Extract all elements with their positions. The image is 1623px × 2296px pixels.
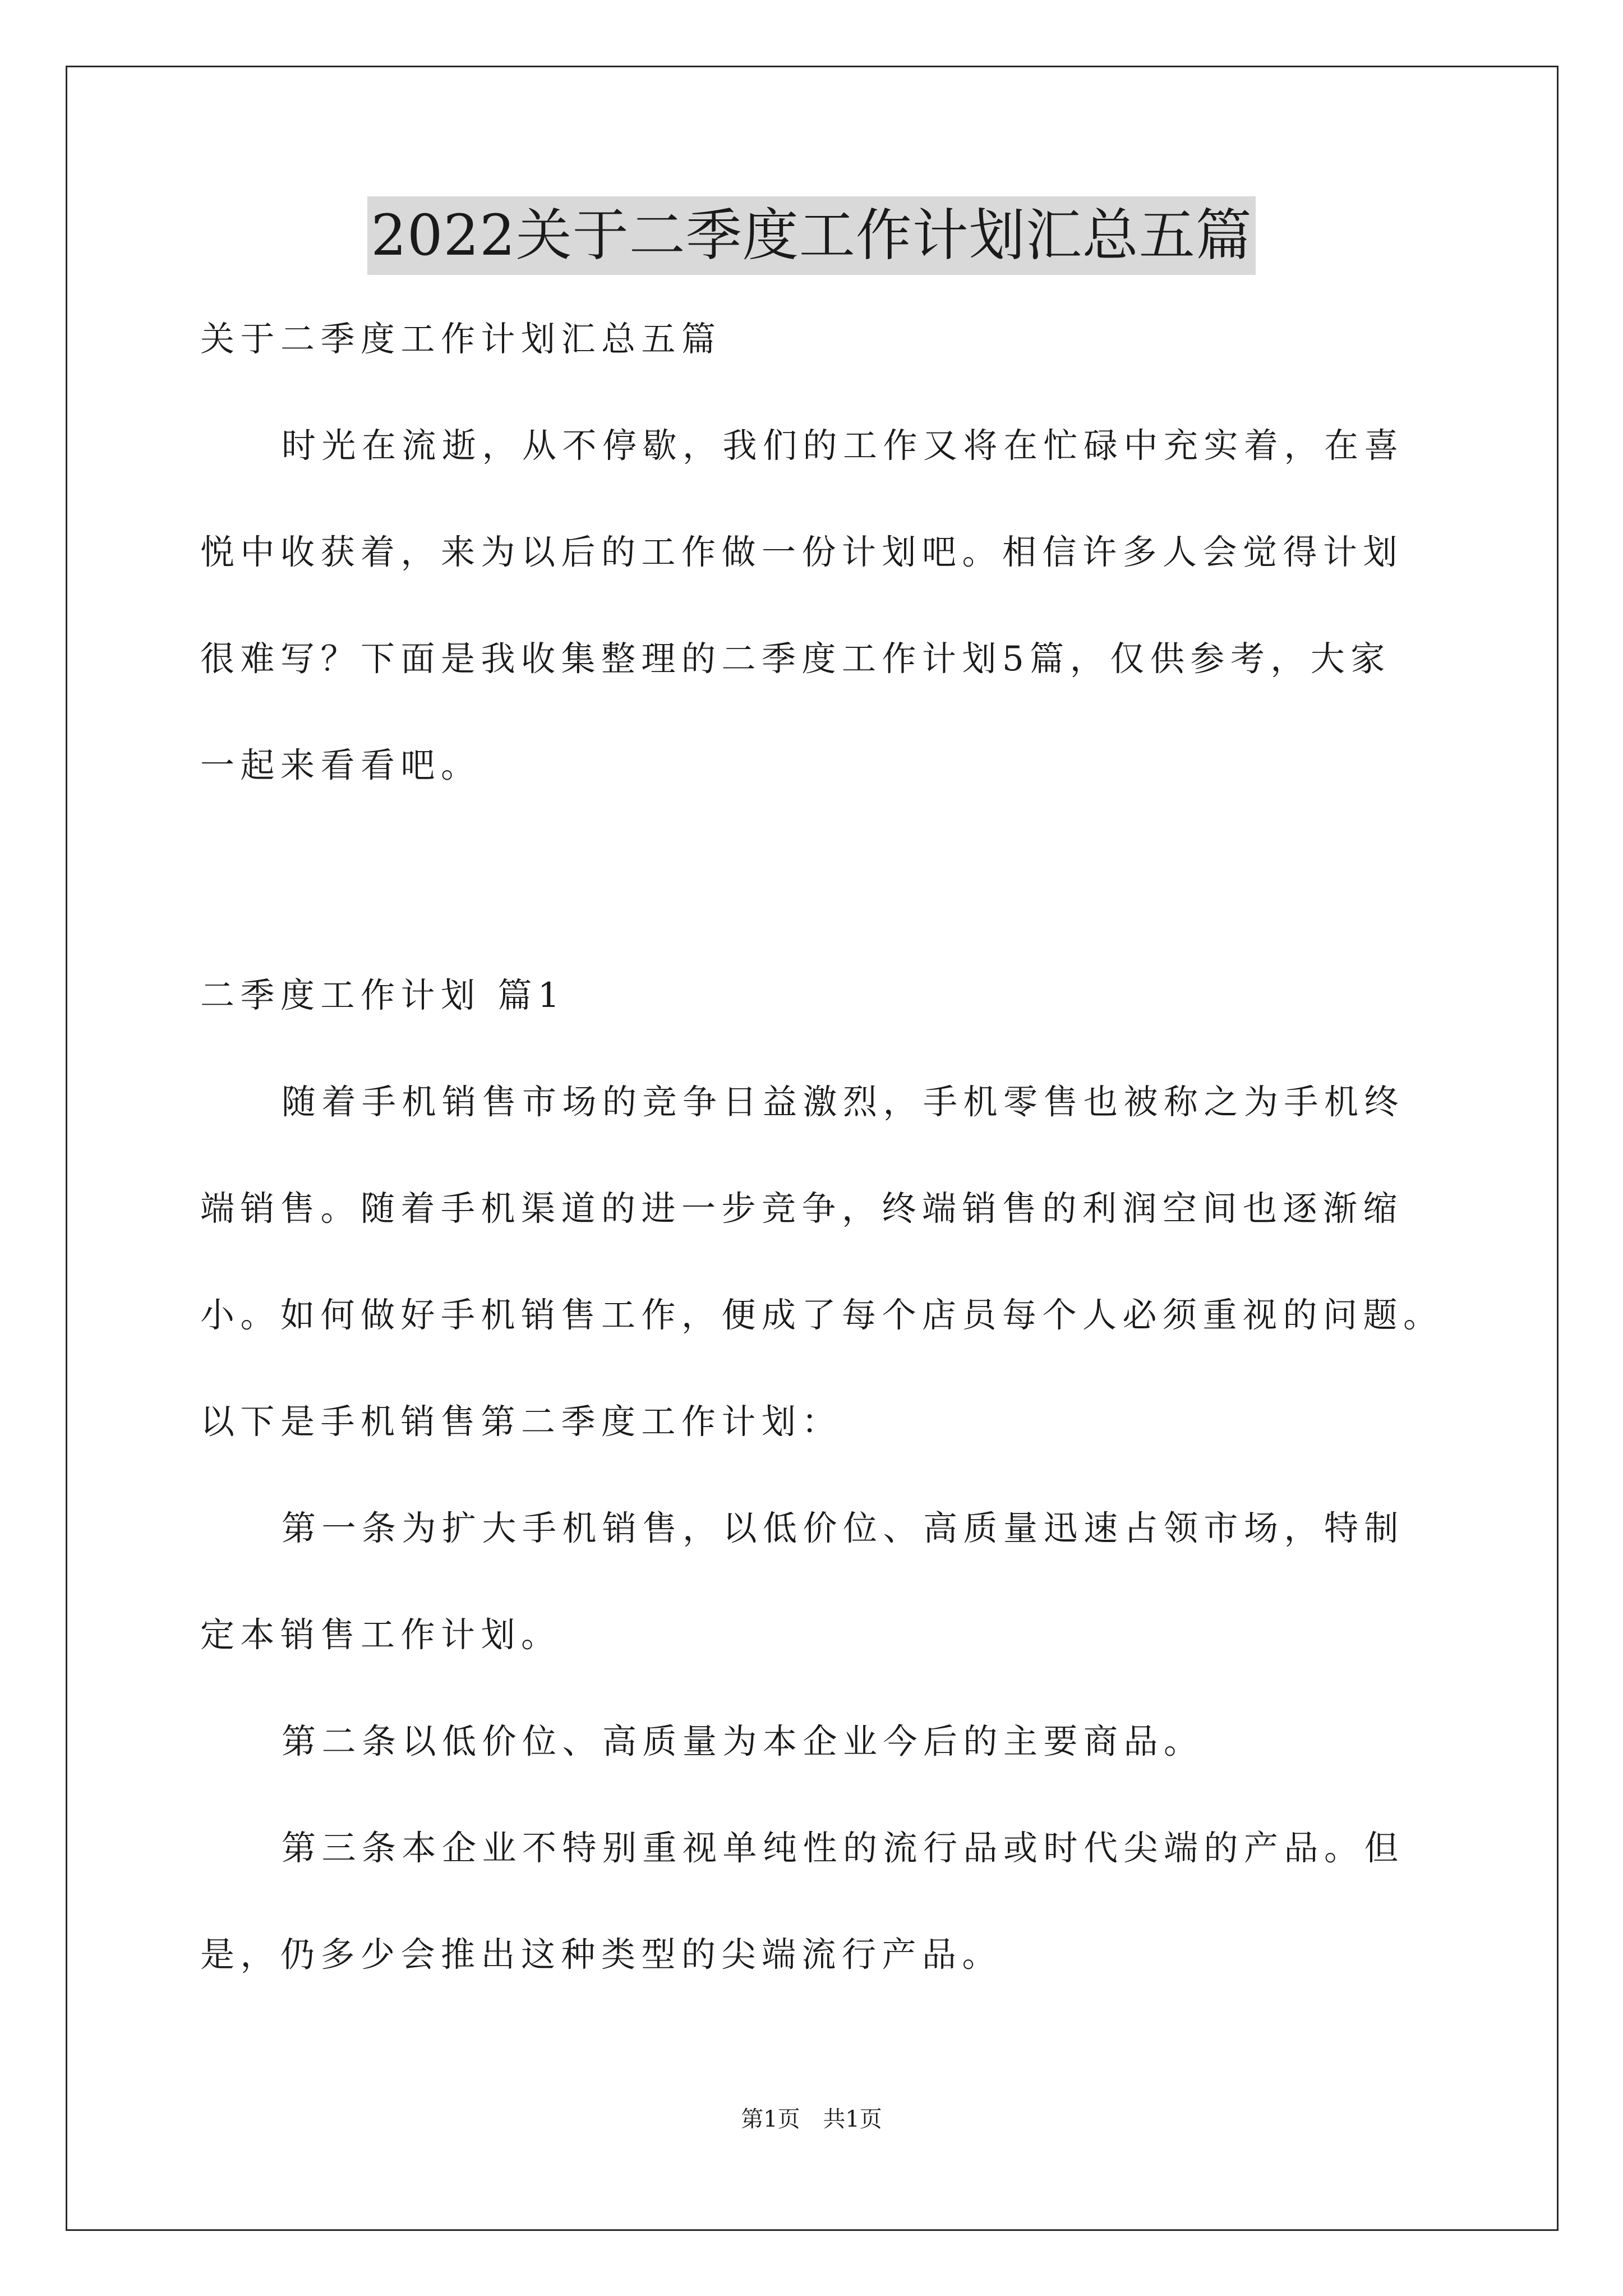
paragraph-line: 很难写？下面是我收集整理的二季度工作计划5篇，仅供参考，大家 [200,639,1391,679]
paragraph-line: 一起来看看吧。 [200,746,481,785]
page-total: 共1页 [823,2106,882,2132]
paragraph-line: 定本销售工作计划。 [200,1615,561,1655]
page-border [66,66,1559,2231]
paragraph-line: 第二条以低价位、高质量为本企业今后的主要商品。 [282,1722,1204,1761]
subtitle-line: 关于二季度工作计划汇总五篇 [200,319,722,359]
paragraph-line: 端销售。随着手机渠道的进一步竞争，终端销售的利润空间也逐渐缩 [200,1189,1404,1228]
paragraph-line: 悦中收获着，来为以后的工作做一份计划吧。相信许多人会觉得计划 [200,532,1404,572]
section-heading: 二季度工作计划 篇1 [200,976,566,1015]
document-title: 2022关于二季度工作计划汇总五篇 [367,196,1256,275]
paragraph-line: 随着手机销售市场的竞争日益激烈，手机零售也被称之为手机终 [282,1082,1405,1122]
page-number: 第1页 [741,2106,800,2132]
paragraph-line: 第三条本企业不特别重视单纯性的流行品或时代尖端的产品。但 [282,1828,1405,1868]
paragraph-line: 是，仍多少会推出这种类型的尖端流行产品。 [200,1935,1003,1975]
paragraph-line: 时光在流逝，从不停歇，我们的工作又将在忙碌中充实着，在喜 [282,426,1405,466]
page-footer [0,2102,1623,2136]
title-container [0,196,1623,275]
paragraph-line: 第一条为扩大手机销售，以低价位、高质量迅速占领市场，特制 [282,1508,1405,1548]
paragraph-line: 以下是手机销售第二季度工作计划： [200,1402,842,1442]
paragraph-line: 小。如何做好手机销售工作，便成了每个店员每个人必须重视的问题。 [200,1295,1444,1335]
